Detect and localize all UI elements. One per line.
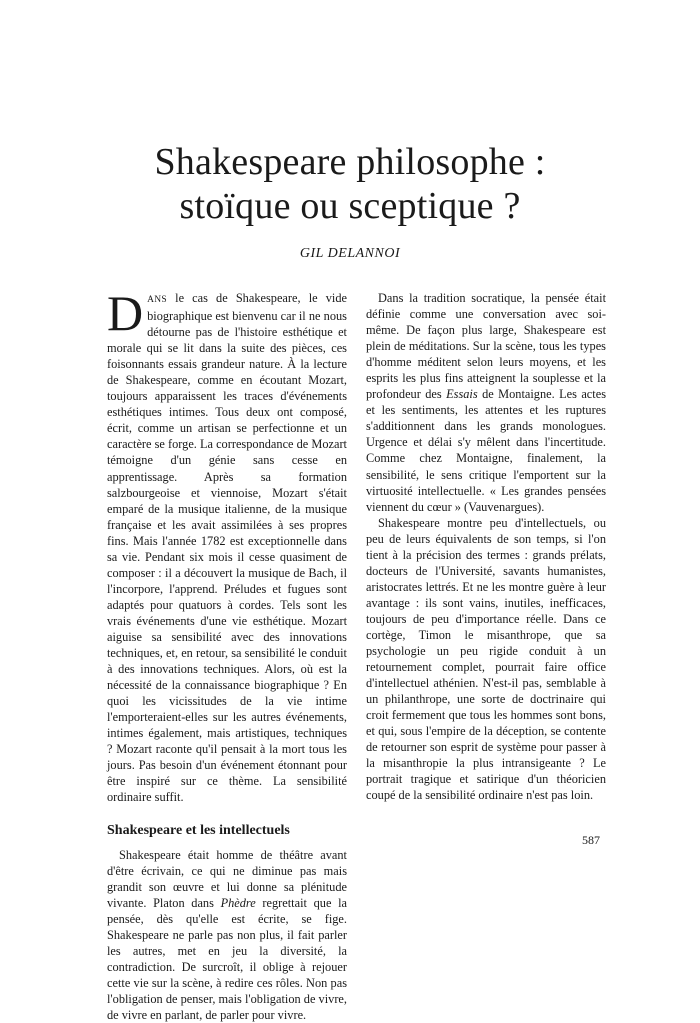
drop-cap: D: [107, 293, 143, 333]
paragraph-3-text-b: de Montaigne. Les actes et les sentiments, les attentes et les ruptures s'additionnent dans les grands monologues. Urgence et délai s'y mêlent dans l'incertitude. Comme chez Montaigne, finalement, la sensibilité, le sens critique l'emportent sur la virtuosité intellectuelle. « Les grandes pensées viennent du cœur » (Vauvenargues).: [366, 387, 606, 513]
paragraph-4: Shakespeare montre peu d'intellectuels, ou peu de leurs équivalents de son temps, si l'on tient à la précision des termes : grands prélats, docteurs de l'Université, savants humanistes, aristocrates lettrés. Et ne les montre guère à leur avantage : ils sont vains, inutiles, inefficaces, toujours de peu d'importance réelle. Dans ce cortège, Timon le misanthrope, que sa psychologie un peu rigide conduit à un retournement complet, pourrait faire office d'intellectuel athénien. N'est-il pas, semblable à un philanthrope, une sorte de doctrinaire qui croit fermement que tous les hommes sont bons, et qui, sous l'empire de la déception, se contente de retourner son esprit de système pour passer à la misanthropie la plus intransigeante ? Le portrait tragique et satirique d'un théoricien coupé de la sensibilité ordinaire n'est pas loin.: [366, 515, 606, 804]
paragraph-3: [366, 290, 606, 515]
author-name: GIL DELANNOI: [150, 246, 550, 262]
article-title-line-1: Shakespeare philosophe :: [60, 140, 640, 184]
paragraph-2-text-b: regrettait que la pensée, dès qu'elle est écrite, se fige. Shakespeare ne parle pas non plus, il fait parler les autres, met en jeu la diversité, la contradiction. De surcroît, il oblige à rejouer cette vie sur la scène, à redire ces rôles. Non pas l'obligation de penser, mais l'obligation de vivre, de vivre en parlant, de parler pour vivre.: [107, 896, 347, 1022]
title-essais: Essais: [446, 387, 478, 401]
right-column: [366, 290, 606, 804]
paragraph-2-text-a: Shakespeare était homme de théâtre avant d'être écrivain, ce qui ne diminue pas mais grandit son œuvre et lui donne sa plénitude vivante. Platon dans: [107, 848, 347, 910]
paragraph-1: [107, 290, 347, 806]
section-heading: Shakespeare et les intellectuels: [107, 822, 347, 839]
title-phedre: Phèdre: [221, 896, 256, 910]
paragraph-3-text-a: Dans la tradition socratique, la pensée était définie comme une conversation avec soi-même. De façon plus large, Shakespeare est plein de méditations. Sur la scène, tous les types d'homme méditent selon leurs moyens, et les esprits les plus fins atteignent la souplesse et la profondeur des: [366, 291, 606, 401]
paragraph-2: [107, 847, 347, 1023]
left-column: [107, 290, 347, 1023]
paragraph-1-text: le cas de Shakespeare, le vide biographique est bienvenu car il ne nous détourne pas de l'histoire esthétique et morale qui se lit dans la suite des pièces, ces foisonnants essais grandeur nature. À la lecture de Shakespeare, comme en écoutant Mozart, toujours apparaissent les traces d'événements esthétiques intimes. Tous deux ont composé, écrit, comme un artisan se perfectionne et un caractère se forge. La correspondance de Mozart témoigne d'un génie sans cesse en apprentissage. Après sa formation salzbourgeoise et viennoise, Mozart s'était emparé de la musique italienne, de la musique française et les avait assimilées à ses propres fins. Mais l'année 1782 est exceptionnelle dans sa vie. Pendant six mois il cesse quasiment de composer : il a découvert la musique de Bach, il l'incorpore, l'apprend. Préludes et fugues sont adaptés pour quatuors à cordes. Tels sont les vrais événements d'une vie esthétique. Mozart aiguise sa sensibilité avec des innovations techniques, et, en retour, sa sensibilité le conduit à des innovations techniques. Alors, où est la nécessité de la connaissance biographique ? En quoi les vicissitudes de la vie intime l'emporteraient-elles sur les autres événements, intimes également, mais artistiques, techniques ? Mozart raconte qu'il pensait à la mort tous les jours. Pas besoin d'un événement étonnant pour être inspiré sur ce thème. La sensibilité ordinaire suffit.: [107, 291, 347, 804]
page-number: 587: [570, 833, 600, 848]
smallcaps-lead: ANS: [147, 295, 167, 305]
article-title-line-2: stoïque ou sceptique ?: [60, 184, 640, 228]
